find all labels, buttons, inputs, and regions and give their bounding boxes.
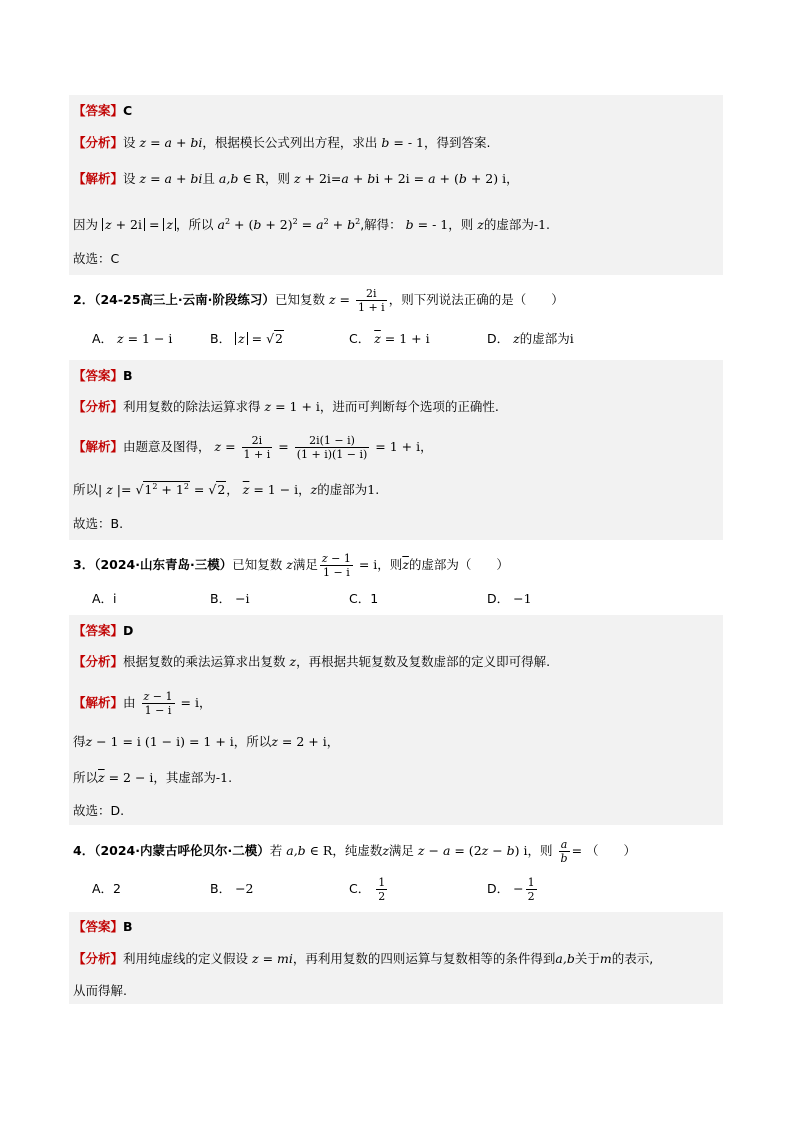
q4-answer: B: [123, 919, 133, 934]
q4-answer-line: 【答案】B: [73, 919, 133, 934]
q3-solution-line3: 所以$\overline{z} = 2 - i$，其虚部为-1.: [73, 770, 233, 785]
q1-choose: 故选：C: [73, 251, 120, 266]
q3-analysis-line: 【分析】根据复数的乘法运算求出复数 z，再根据共轭复数及复数虚部的定义即可得解.: [73, 654, 551, 669]
q2-solution-line2: 所以| z |= $√1^2 + 1^2 = √2$， $\overline{z} = 1 - i$，z的虚部为1.: [73, 482, 380, 498]
q1-solution-line1: 【解析】设 z = a + bi且 a,b ∈ R，则 z + 2i=a + bi + 2i = a + (b + 2) i，: [73, 171, 519, 186]
answer-tag: 【答案】: [73, 103, 124, 118]
q2-option-a[interactable]: A． z = 1 − i: [92, 331, 173, 346]
q3-solution-line1: 【解析】由 $\frac{z - 1}{1 - i}$ = i，: [73, 690, 212, 717]
q2-analysis-line: 【分析】利用复数的除法运算求得 z = 1 + i，进而可判断每个选项的正确性.: [73, 399, 499, 414]
q3-solution-line2: 得z − 1 = i (1 − i) = 1 + i，所以z = 2 + i，: [73, 734, 340, 749]
q3-stem: 3．（2024·山东青岛·三模）已知复数 z满足 $\frac{z - 1}{1 - i}$ = i，则$\overline{z}$的虚部为（ ）: [73, 552, 509, 579]
q4-option-b[interactable]: B． −2: [210, 881, 254, 896]
q2-fraction: $\frac{2i}{1 + i}$: [357, 287, 385, 314]
q2-solution-line1: 【解析】由题意及图得， z = $\frac{2i}{1 + i}$ = $\frac{2i(1 - i)}{(1 + i)(1 - i)}$ = 1 + i，: [73, 434, 433, 461]
q4-option-c[interactable]: C． $\frac{1}{2}$: [349, 876, 386, 903]
q1-answer: C: [123, 103, 133, 118]
q2-option-d[interactable]: D． z的虚部为i: [487, 331, 574, 346]
q4-analysis-line2: 从而得解.: [73, 983, 127, 998]
q1-analysis-line: 【分析】设 z = a + bi，根据模长公式列出方程，求出 b = - 1，得到答案.: [73, 135, 491, 150]
q3-answer-line: 【答案】D: [73, 623, 134, 638]
q4-option-d[interactable]: D． − $\frac{1}{2}$: [487, 876, 535, 903]
q3-answer: D: [123, 623, 134, 638]
q2-option-c[interactable]: C． $\overline{z} = 1 + i$: [349, 331, 430, 346]
q3-option-b[interactable]: B． −i: [210, 591, 250, 606]
q3-option-c[interactable]: C．1: [349, 591, 379, 606]
analysis-tag: 【分析】: [73, 135, 124, 150]
q3-answer-block: [69, 615, 723, 825]
q3-option-d[interactable]: D． −1: [487, 591, 532, 606]
q2-stem: 2．（24-25高三上·云南·阶段练习）已知复数 z = $\frac{2i}{1 + i}$ ，则下列说法正确的是（ ）: [73, 287, 564, 314]
q3-option-a[interactable]: A．i: [92, 591, 117, 606]
q4-option-a[interactable]: A．2: [92, 881, 122, 896]
q3-choose: 故选：D.: [73, 803, 125, 818]
q2-choose: 故选：B.: [73, 516, 124, 531]
q2-answer-line: 【答案】B: [73, 368, 133, 383]
q2-option-b[interactable]: B． z = √2: [210, 331, 283, 346]
q1-answer-line: [73, 102, 132, 120]
solution-tag: 【解析】: [73, 171, 124, 186]
q4-analysis-line: 【分析】利用纯虚线的定义假设 z = mi，再利用复数的四则运算与复数相等的条件得到a,b关于m的表示,: [73, 951, 654, 966]
q4-stem: 4．（2024·内蒙古呼伦贝尔·二模）若 a,b ∈ R，纯虚数z满足 z − a = (2z − b) i，则 $\frac{a}{b}$ = （ ）: [73, 838, 637, 865]
q1-solution-line2: 因为 z + 2i = z ，所以 $a^2 + (b + 2)^2 = a^2 + b^2$,解得： b = - 1，则 z的虚部为-1.: [73, 217, 551, 233]
q2-answer: B: [123, 368, 133, 383]
